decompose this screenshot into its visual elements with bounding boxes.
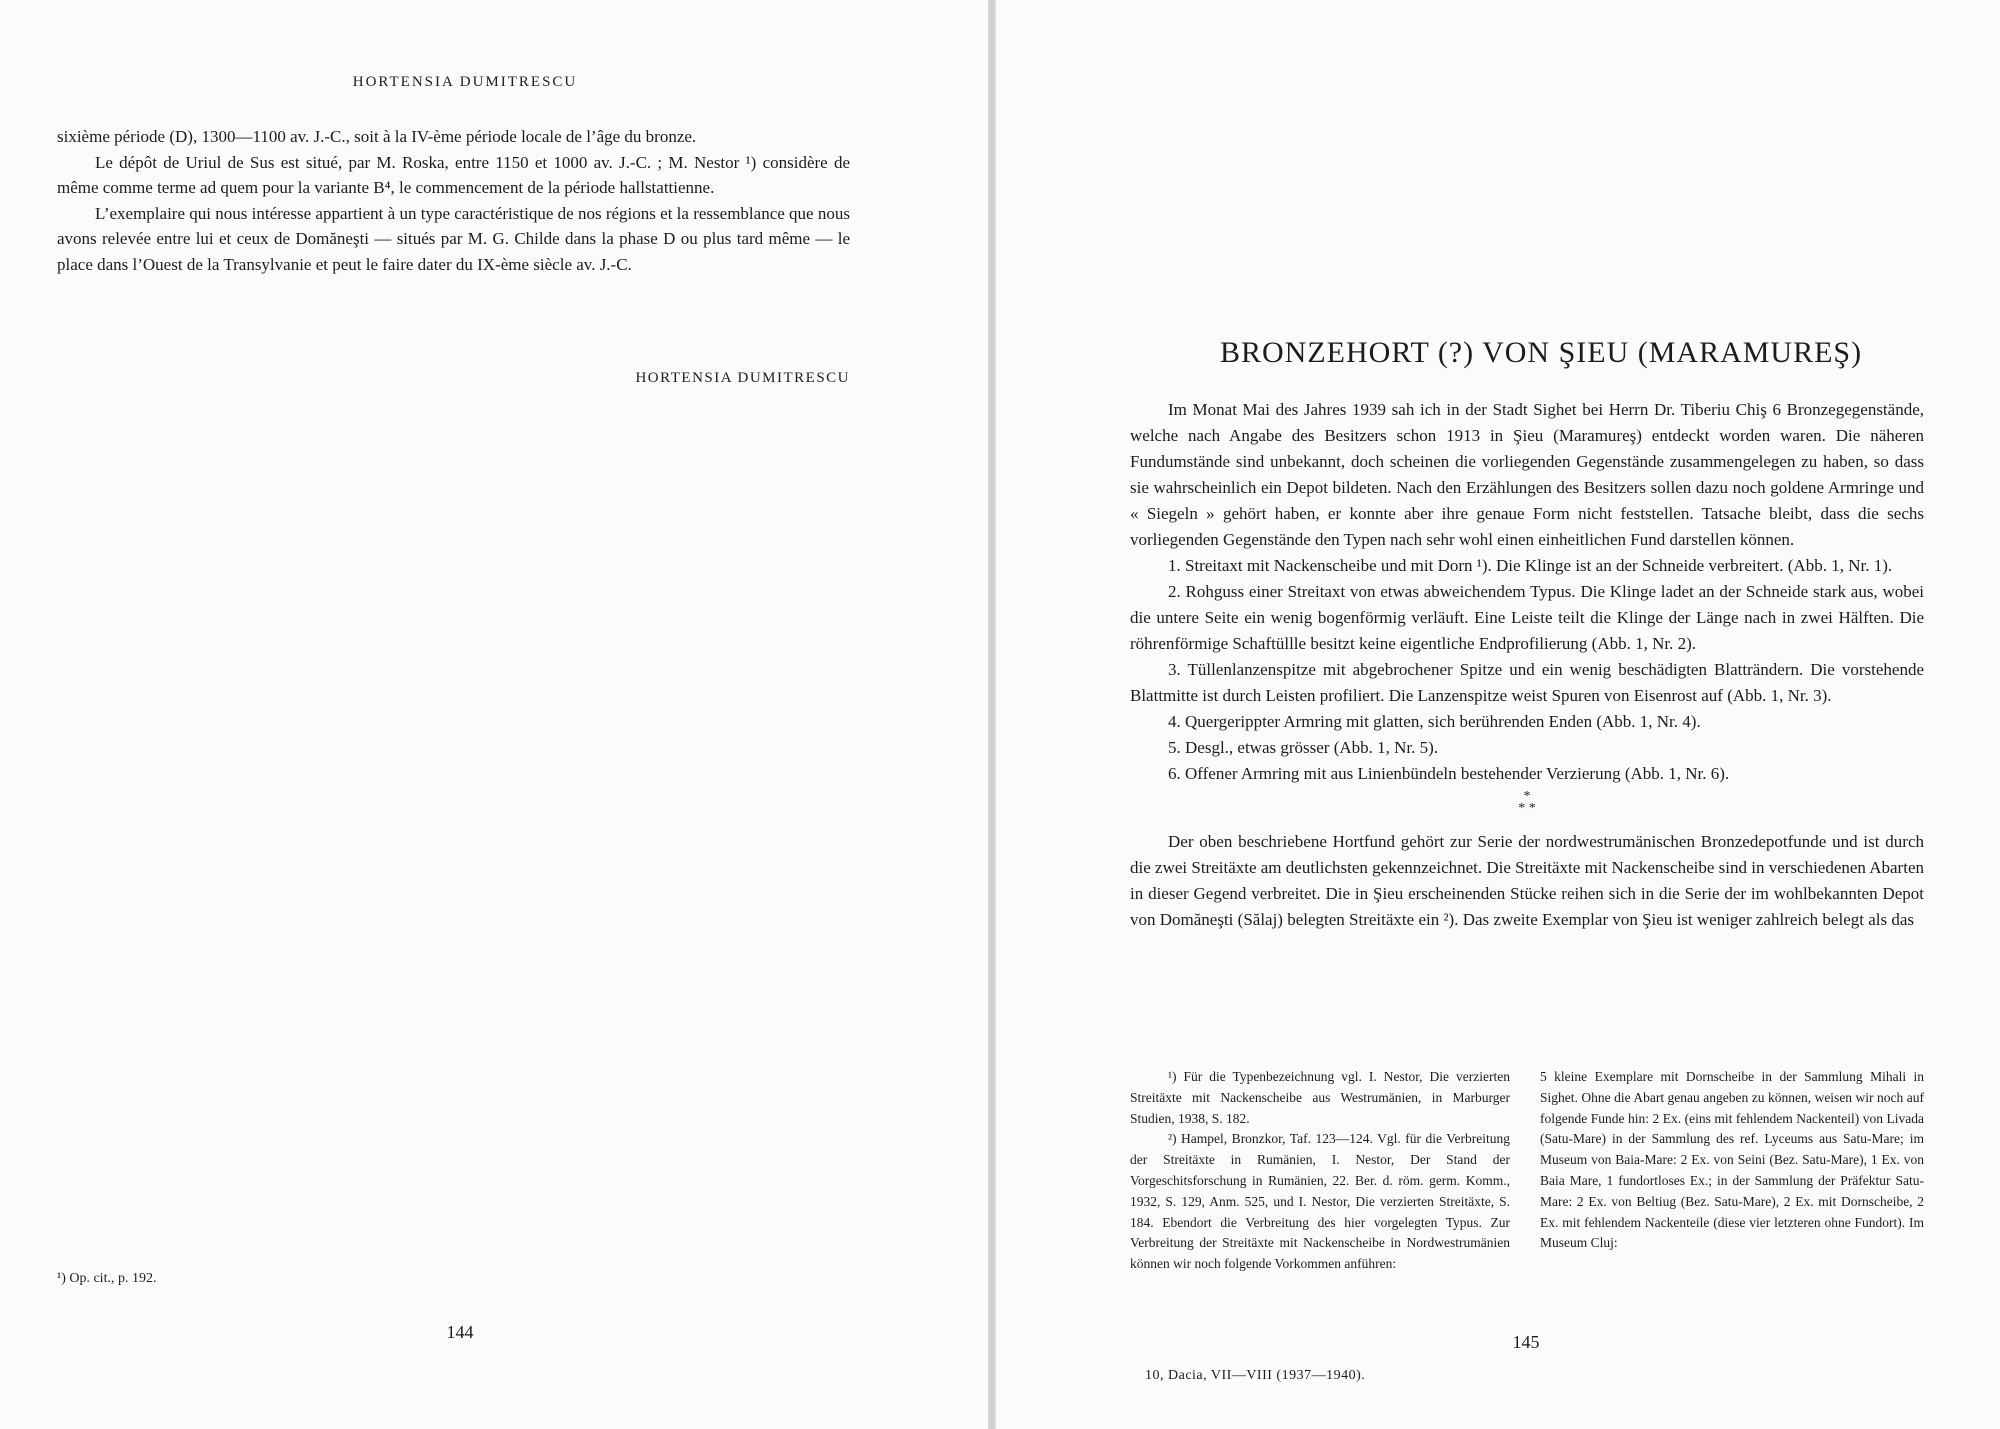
author-signature: HORTENSIA DUMITRESCU	[635, 370, 850, 386]
list-item: 5. Desgl., etwas grösser (Abb. 1, Nr. 5).	[1168, 738, 1439, 757]
paragraph: Im Monat Mai des Jahres 1939 sah ich in der Stadt Sighet bei Herrn Dr. Tiberiu Chiş 6 Bronzegegenstände, welche nach Angabe des Besitzers schon 1913 in Şieu (Maramureş) entdeckt worden waren. Die näheren Fundumstände sind unbekannt, doch scheinen die vorliegenden Gegenstände zusammengelegen zu haben, so dass sie wahrscheinlich ein Depot bildeten. Nach den Erzählungen des Besitzers sollen dazu noch goldene Armringe und « Siegeln » gehört haben, er konnte aber ihre genaue Form nicht feststellen. Tatsache bleibt, dass die sechs vorliegenden Gegenstände den Typen nach sehr wohl einen einheitlichen Fund darstellen können.	[1130, 400, 1924, 549]
list-item: 2. Rohguss einer Streitaxt von etwas abweichendem Typus. Die Klinge ladet an der Schneide stark aus, wobei die untere Seite ein wenig bogenförmig verläuft. Eine Leiste teilt die Klinge der Länge nach in zwei Hälften. Die röhrenförmige Schaftüllle besitzt keine eigentliche Endprofilierung (Abb. 1, Nr. 2).	[1130, 582, 1924, 653]
footnotes-column-2	[1540, 1067, 1924, 1254]
left-body-text	[57, 124, 850, 277]
footnote: ¹) Für die Typenbezeichnung vgl. I. Nestor, Die verzierten Streitäxte mit Nackenscheibe aus Westrumänien, in Marburger Studien, 1938, S. 182.	[1130, 1069, 1510, 1126]
footnote: ¹) Op. cit., p. 192.	[57, 1271, 157, 1286]
footnote: 5 kleine Exemplare mit Dornscheibe in der Sammlung Mihali in Sighet. Ohne die Abart genau angeben zu können, weisen wir noch auf folgende Funde hin: 2 Ex. (eins mit fehlendem Nackenteil) von Livada (Satu-Mare) in der Sammlung des ref. Lyceums aus Satu-Mare; im Museum von Baia-Mare: 2 Ex. von Seini (Bez. Satu-Mare), 1 Ex. von Baia Mare, 1 fundortloses Ex.; in der Sammlung der Präfektur Satu-Mare: 2 Ex. von Beltiug (Bez. Satu-Mare), 2 Ex. mit Dornscheibe, 2 Ex. mit fehlendem Nackenteile (diese vier letzteren ohne Fundort). Im Museum Cluj:	[1540, 1069, 1924, 1251]
section-divider	[1130, 791, 1924, 815]
footnote: ²) Hampel, Bronzkor, Taf. 123—124. Vgl. für die Verbreitung der Streitäxte in Rumänien, I. Nestor, Der Stand der Vorgeschitsforschung in Rumänien, 22. Ber. d. röm. germ. Komm., 1932, S. 129, Anm. 525, und I. Nestor, Die verzierten Streitäxte, S. 184. Ebendort die Verbreitung des hier vorgelegten Typus. Zur Verbreitung der Streitäxte mit Nackenscheibe in Nordwestrumänien können wir noch folgende Vorkommen anführen:	[1130, 1131, 1510, 1272]
page-number: 145	[1512, 1332, 1540, 1352]
list-item: 3. Tüllenlanzenspitze mit abgebrochener Spitze und ein wenig beschädigten Blatträndern. Die vorstehende Blattmitte ist durch Leisten profiliert. Die Lanzenspitze weist Spuren von Eisenrost auf (Abb. 1, Nr. 3).	[1130, 660, 1924, 705]
left-page	[0, 0, 988, 1429]
list-item: 6. Offener Armring mit aus Linienbündeln bestehender Verzierung (Abb. 1, Nr. 6).	[1168, 764, 1730, 783]
paragraph: Der oben beschriebene Hortfund gehört zur Serie der nordwestrumänischen Bronzedepotfunde und ist durch die zwei Streitäxte am deutlichsten gekennzeichnet. Die Streitäxte mit Nackenscheibe sind in verschiedenen Abarten in dieser Gegend verbreitet. Die in Şieu erscheinenden Stücke reihen sich in die Serie der im wohlbekannten Depot von Domăneşti (Sălaj) belegten Streitäxte ein ²). Das zweite Exemplar von Şieu ist weniger zahlreich belegt als das	[1130, 832, 1924, 929]
list-item: 1. Streitaxt mit Nackenscheibe und mit Dorn ¹). Die Klinge ist an der Schneide verbreitert. (Abb. 1, Nr. 1).	[1168, 556, 1893, 575]
article-title: BRONZEHORT (?) VON ŞIEU (MARAMUREŞ)	[1220, 336, 1863, 369]
paragraph: L’exemplaire qui nous intéresse appartient à un type caractéristique de nos régions et la ressemblance que nous avons relevée entre lui et ceux de Domăneşti — situés par M. G. Childe dans la phase D ou plus tard même — le place dans l’Ouest de la Transylvanie et peut le faire dater du IX-ème siècle av. J.-C.	[57, 203, 850, 274]
paragraph: sixième période (D), 1300—1100 av. J.-C., soit à la IV-ème période locale de l’âge du bronze.	[57, 127, 697, 146]
page-number: 144	[446, 1322, 474, 1342]
right-body-text	[1130, 397, 1924, 933]
asterisk-top: *	[1523, 789, 1531, 804]
list-item: 4. Quergerippter Armring mit glatten, sich berührenden Enden (Abb. 1, Nr. 4).	[1168, 712, 1701, 731]
footnotes-column-1	[1130, 1067, 1510, 1275]
running-head: HORTENSIA DUMITRESCU	[352, 74, 578, 90]
signature-mark: 10, Dacia, VII—VIII (1937—1940).	[1145, 1368, 1366, 1383]
asterisk-bottom: * *	[1518, 801, 1536, 816]
book-gutter	[988, 0, 996, 1429]
paragraph: Le dépôt de Uriul de Sus est situé, par M. Roska, entre 1150 et 1000 av. J.-C. ; M. Nestor ¹) considère de même comme terme ad quem pour la variante B⁴, le commencement de la période hallstattienne.	[57, 152, 850, 197]
